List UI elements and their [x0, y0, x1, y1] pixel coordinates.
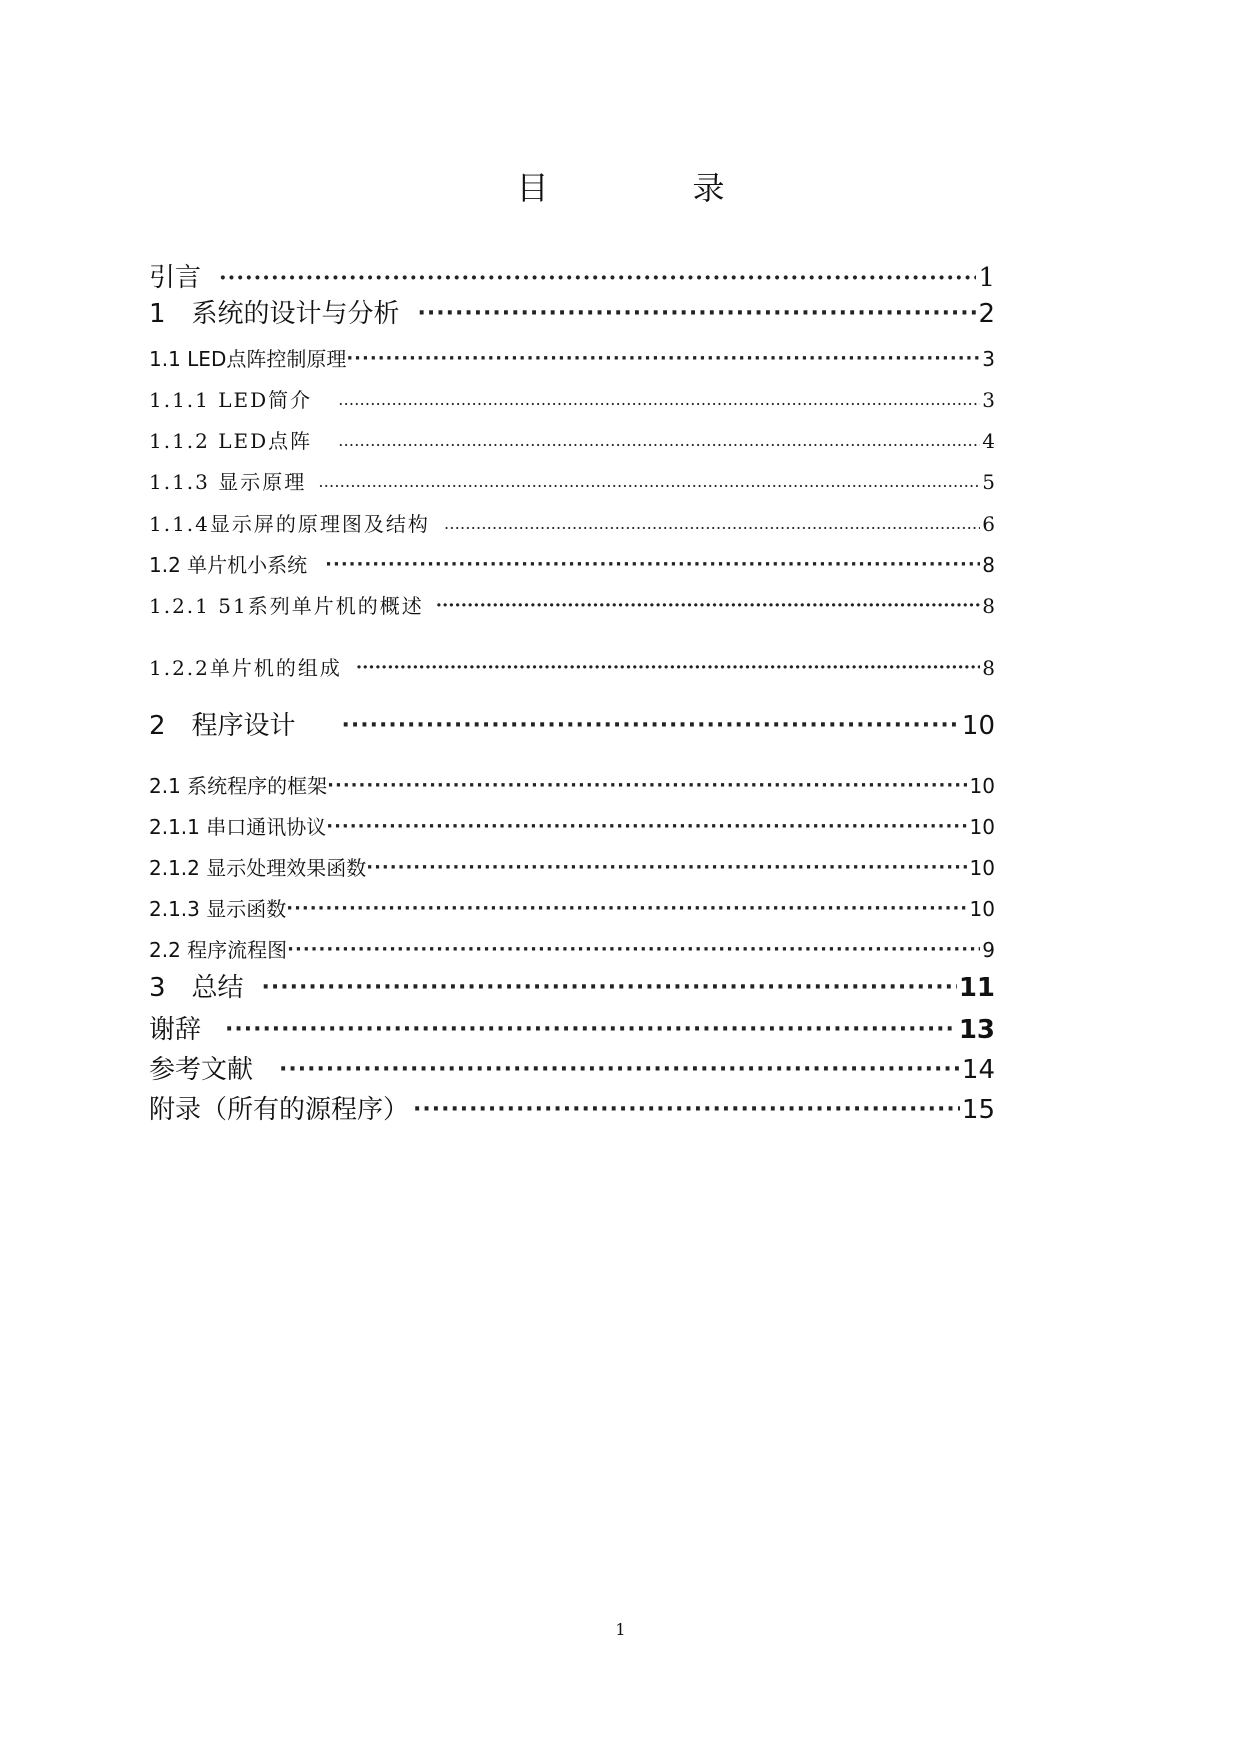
toc-entry[interactable]	[149, 1090, 995, 1126]
toc-entry-page: 9	[982, 938, 995, 962]
toc-entry[interactable]	[149, 928, 995, 964]
toc-entry-page: 14	[961, 1055, 995, 1085]
toc-entry-label: 2.1.1 串口通讯协议	[149, 815, 327, 839]
toc-dot-leader	[366, 854, 967, 882]
toc-entry-label: 2.1.2 显示处理效果函数	[149, 856, 367, 880]
toc-dot-leader	[219, 262, 976, 294]
toc-entry-page: 8	[982, 594, 995, 618]
toc-entry-label: 1.1.4显示屏的原理图及结构	[149, 512, 430, 536]
toc-dot-leader	[318, 468, 980, 496]
toc-dot-leader	[262, 972, 957, 1004]
toc-entry-page: 8	[982, 553, 995, 577]
toc-entry-label: 1.2.1 51系列单片机的概述	[149, 594, 424, 618]
toc-dot-leader	[342, 710, 960, 742]
toc-entry-label: 1.2 单片机小系统	[149, 553, 308, 577]
toc-entry-label: 2 程序设计	[149, 711, 296, 741]
toc-entry-page: 1	[978, 263, 995, 293]
toc-entry-page: 3	[982, 388, 995, 412]
toc-entry-label: 1.1.1 LED简介	[149, 388, 313, 412]
toc-entry[interactable]	[149, 460, 995, 496]
toc-entry-page: 3	[982, 347, 995, 371]
toc-dot-leader	[327, 772, 967, 800]
toc-entry-page: 5	[982, 470, 995, 494]
toc-entry-label: 1.1.2 LED点阵	[149, 429, 313, 453]
toc-dot-leader	[338, 386, 980, 414]
toc-entry[interactable]	[149, 294, 995, 330]
toc-entry-page: 10	[969, 897, 995, 921]
toc-entry-page: 10	[961, 711, 995, 741]
footer-page-number: 1	[615, 1620, 626, 1639]
toc-entry-page: 4	[982, 429, 995, 453]
toc-entry-page: 11	[958, 973, 995, 1003]
toc-entry-label: 1 系统的设计与分析	[149, 299, 400, 329]
toc-entry[interactable]	[149, 584, 995, 620]
toc-entry-label: 附录（所有的源程序）	[149, 1095, 410, 1125]
toc-entry[interactable]	[149, 846, 995, 882]
toc-entry-page: 2	[978, 299, 995, 329]
toc-dot-leader	[436, 592, 981, 620]
toc-dot-leader	[418, 298, 977, 330]
toc-dot-leader	[356, 654, 980, 682]
toc-entry[interactable]	[149, 378, 995, 414]
toc-entry-label: 谢辞	[149, 1015, 202, 1045]
toc-dot-leader	[225, 1014, 957, 1046]
toc-entry[interactable]	[149, 706, 995, 742]
toc-entry-label: 2.1.3 显示函数	[149, 897, 287, 921]
toc-dot-leader	[286, 895, 967, 923]
toc-entry[interactable]	[149, 258, 995, 294]
toc-entry-page: 10	[969, 856, 995, 880]
toc-dot-leader	[338, 427, 980, 455]
toc-entry-label: 2.1 系统程序的框架	[149, 774, 328, 798]
toc-entry-page: 10	[969, 774, 995, 798]
page-title: 目 录	[516, 169, 781, 207]
toc-entry-label: 参考文献	[149, 1055, 254, 1085]
toc-entry[interactable]	[149, 805, 995, 841]
toc-dot-leader	[326, 813, 967, 841]
toc-entry[interactable]	[149, 1050, 995, 1086]
toc-entry-page: 10	[969, 815, 995, 839]
toc-entry[interactable]	[149, 968, 995, 1004]
toc-entry-page: 6	[982, 512, 995, 536]
toc-entry[interactable]	[149, 337, 995, 373]
toc-dot-leader	[413, 1094, 960, 1126]
toc-entry-label: 2.2 程序流程图	[149, 938, 288, 962]
toc-entry-label: 3 总结	[149, 973, 244, 1003]
toc-entry-page: 13	[958, 1015, 995, 1045]
toc-dot-leader	[444, 510, 980, 538]
toc-dot-leader	[279, 1054, 960, 1086]
toc-dot-leader	[346, 345, 980, 373]
toc-entry[interactable]	[149, 543, 995, 579]
toc-entry[interactable]	[149, 646, 995, 682]
toc-entry[interactable]	[149, 764, 995, 800]
toc-entry[interactable]	[149, 502, 995, 538]
toc-entry-label: 1.1.3 显示原理	[149, 470, 307, 494]
toc-entry[interactable]	[149, 887, 995, 923]
toc-entry-label: 引言	[149, 263, 202, 293]
toc-dot-leader	[287, 936, 980, 964]
toc-entry-label: 1.2.2单片机的组成	[149, 656, 342, 680]
toc-entry-page: 15	[961, 1095, 995, 1125]
toc-entry[interactable]	[149, 419, 995, 455]
toc-entry[interactable]	[149, 1010, 995, 1046]
toc-dot-leader	[325, 551, 980, 579]
toc-entry-label: 1.1 LED点阵控制原理	[149, 347, 347, 371]
toc-entry-page: 8	[982, 656, 995, 680]
